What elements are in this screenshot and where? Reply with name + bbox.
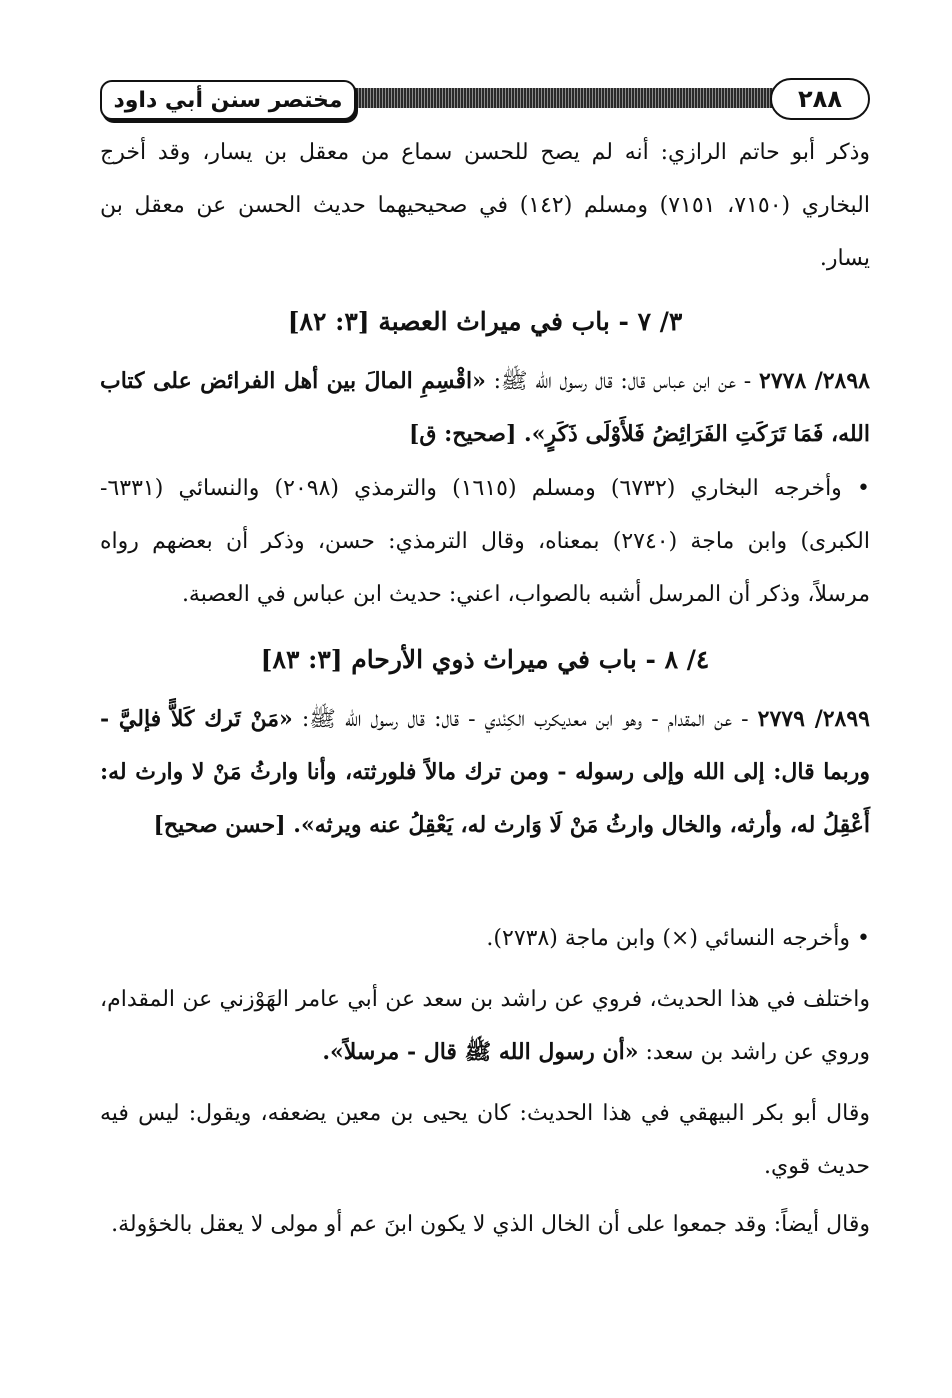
hadith-2898 bbox=[100, 355, 870, 461]
header-rule bbox=[350, 88, 840, 108]
book-title: مختصر سنن أبي داود bbox=[100, 80, 356, 120]
ikhtilaf-text: واختلف في هذا الحديث، فروي عن راشد بن سعد عن أبي عامر الهَوْزني عن المقدام، وروي عن راشد بن سعد: bbox=[100, 987, 870, 1065]
takhrij-paragraph-2: • وأخرجه النسائي (×) وابن ماجة (٢٧٣٨). bbox=[100, 912, 870, 965]
hadith-matn: «مَنْ تَرك كَلاًّ فإليَّ - وربما قال: إلى الله وإلى رسوله - ومن ترك مالاً فلورثته، وأنا وارثُ مَنْ لا وارث له: أَعْقِلُ له، وأرثه، والخال وارثُ مَنْ لَا وَارث له، يَعْقِلُ عنه ويرثه». [حسن صحيح] bbox=[100, 706, 870, 838]
mursal-quote: «أن رسول الله ﷺ قال - مرسلاً». bbox=[322, 1039, 639, 1065]
page-header bbox=[100, 78, 870, 122]
khal-paragraph: وقال أيضاً: وقد جمعوا على أن الخال الذي لا يكون ابنَ عم أو مولى لا يعقل بالخؤولة. bbox=[111, 1212, 870, 1237]
hadith-isnad: - عن المقدام - وهو ابن معديكرب الكِنْدي - قال: قال رسول الله ﷺ: bbox=[292, 707, 758, 732]
hadith-matn: «اقْسِمِ المالَ بين أهل الفرائض على كتاب الله، فَمَا تَرَكَتِ الفَرَائِضُ فَلأَوْلَى ذَكَرٍ». [صحيح: ق] bbox=[100, 368, 870, 447]
ikhtilaf-paragraph bbox=[100, 973, 870, 1079]
hadith-2899 bbox=[100, 693, 870, 852]
hadith-number: ٢٨٩٨/ ٢٧٧٨ bbox=[759, 368, 870, 394]
takhrij-paragraph-1: • وأخرجه البخاري (٦٧٣٢) ومسلم (١٦١٥) والترمذي (٢٠٩٨) والنسائي (٦٣٣١- الكبرى) وابن ماجة (٢٧٤٠) بمعناه، وقال الترمذي: حسن، وذكر أن بعضهم رواه مرسلاً، وذكر أن المرسل أشبه بالصواب، اعني: حديث ابن عباس في العصبة. bbox=[100, 462, 870, 621]
bayhaqi-paragraph: وقال أبو بكر البيهقي في هذا الحديث: كان يحيى بن معين يضعفه، ويقول: ليس فيه حديث قوي. bbox=[100, 1101, 870, 1179]
chapter-heading-arham: ٤/ ٨ - باب في ميراث ذوي الأرحام [٣: ٨٣] bbox=[260, 645, 710, 674]
chapter-heading-asaba: ٣/ ٧ - باب في ميراث العصبة [٣: ٨٢] bbox=[287, 307, 683, 336]
hadith-isnad: - عن ابن عباس قال: قال رسول الله ﷺ: bbox=[485, 369, 759, 394]
hadith-number: ٢٨٩٩/ ٢٧٧٩ bbox=[757, 706, 870, 732]
paragraph-hasan-samaa: وذكر أبو حاتم الرازي: أنه لم يصح للحسن سماع من معقل بن يسار، وقد أخرج البخاري (٧١٥٠، ٧١٥١) ومسلم (١٤٢) في صحيحيهما حديث الحسن عن معقل بن يسار. bbox=[100, 140, 870, 271]
page-number: ٢٨٨ bbox=[770, 78, 870, 120]
